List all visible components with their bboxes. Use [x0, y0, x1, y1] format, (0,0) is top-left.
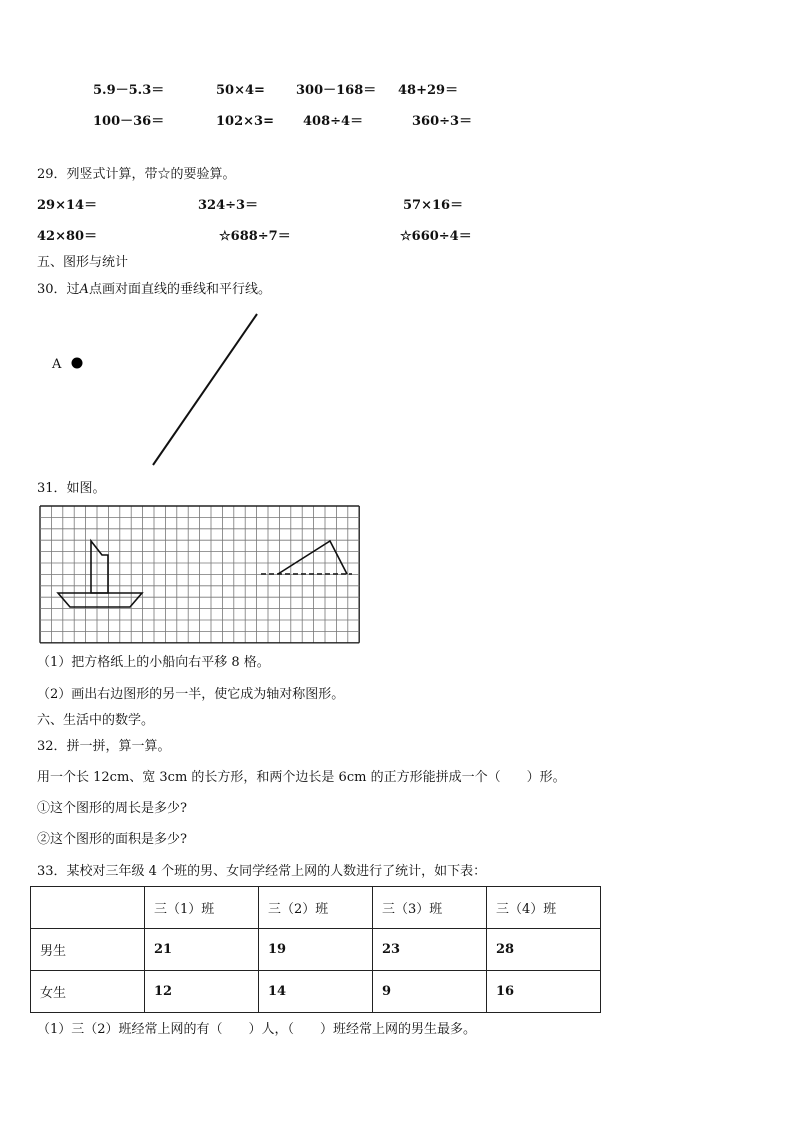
- table-cell: 12: [145, 971, 259, 1013]
- table-header-cell: 三（4）班: [487, 887, 601, 929]
- table-cell: 23: [373, 929, 487, 971]
- point-a-dot: [72, 358, 83, 369]
- table-cell: 28: [487, 929, 601, 971]
- question-31-sub1: （1）把方格纸上的小船向右平移 8 格。: [37, 655, 270, 670]
- table-cell: 9: [373, 971, 487, 1013]
- question-31-title: 31．如图。: [37, 481, 106, 496]
- calc-item: 300－168＝: [296, 83, 377, 98]
- table-cell: 16: [487, 971, 601, 1013]
- table-row: [31, 971, 601, 1013]
- point-a-label: A: [52, 357, 62, 372]
- vertical-calc-item: 324÷3＝: [198, 198, 259, 213]
- calc-item: 50×4=: [216, 83, 265, 98]
- boat-hull: [58, 593, 142, 607]
- question-31-sub2: （2）画出右边图形的另一半，使它成为轴对称图形。: [37, 687, 345, 702]
- vertical-calc-item: ☆688÷7＝: [219, 229, 291, 244]
- calc-item: 100－36＝: [93, 114, 165, 129]
- question-30-prefix: 30．过: [37, 282, 80, 297]
- question-32-sub1: ①这个图形的周长是多少?: [37, 801, 187, 816]
- section-heading: 五、图形与统计: [37, 255, 129, 270]
- question-29-title: 29．列竖式计算，带☆的要验算。: [37, 167, 236, 182]
- vertical-calc-item: 42×80＝: [37, 229, 98, 244]
- question-30-suffix: 点画对面直线的垂线和平行线。: [88, 282, 271, 297]
- table-header-row: [31, 887, 601, 929]
- table-cell: 19: [259, 929, 373, 971]
- vertical-calc-item: ☆660÷4＝: [400, 229, 472, 244]
- vertical-calc-item: 29×14＝: [37, 198, 98, 213]
- question-33-title: 33．某校对三年级 4 个班的男、女同学经常上网的人数进行了统计，如下表：: [37, 864, 487, 879]
- calc-item: 360÷3＝: [412, 114, 473, 129]
- half-figure: [261, 541, 352, 574]
- stats-table: [30, 886, 601, 1013]
- row-label: 女生: [31, 971, 145, 1013]
- vertical-calc-item: 57×16＝: [403, 198, 464, 213]
- calc-item: 408÷4＝: [303, 114, 364, 129]
- question-32-statement: 用一个长 12cm、宽 3cm 的长方形，和两个边长是 6cm 的正方形能拼成一个（ ）形。: [37, 770, 566, 785]
- calc-item: 102×3=: [216, 114, 274, 129]
- calc-item: 48+29＝: [398, 83, 459, 98]
- table-header-cell: 三（2）班: [259, 887, 373, 929]
- section-heading: 六、生活中的数学。: [37, 713, 155, 728]
- oblique-line: [153, 314, 257, 465]
- table-header-cell: 三（1）班: [145, 887, 259, 929]
- calc-item: 5.9－5.3＝: [93, 83, 165, 98]
- question-32-sub2: ②这个图形的面积是多少?: [37, 832, 187, 847]
- table-cell: 21: [145, 929, 259, 971]
- table-corner-cell: [31, 887, 145, 929]
- question-33-sub1: （1）三（2）班经常上网的有（ ）人，（ ）班经常上网的男生最多。: [37, 1022, 477, 1037]
- table-cell: 14: [259, 971, 373, 1013]
- question-32-title: 32．拼一拼，算一算。: [37, 739, 171, 754]
- table-row: [31, 929, 601, 971]
- table-header-cell: 三（3）班: [373, 887, 487, 929]
- point-name: A: [79, 282, 89, 297]
- boat-sail: [91, 541, 108, 593]
- row-label: 男生: [31, 929, 145, 971]
